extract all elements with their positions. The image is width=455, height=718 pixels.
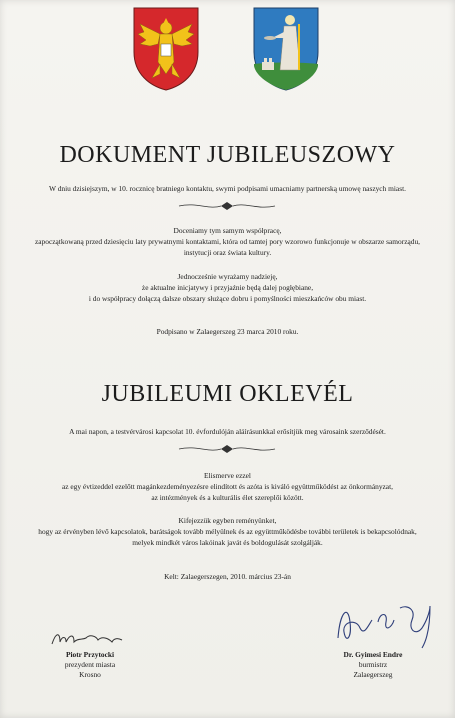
polish-intro: W dniu dzisiejszym, w 10. rocznicę bratniego kontaktu, swymi podpisami umacniamy partnerską umowę naszych miast.	[49, 184, 406, 193]
hungarian-para1-line3: az intézmények és a kulturális élet szereplői között.	[151, 493, 304, 502]
hungarian-para2-line1: Kifejezzük egyben reményünket,	[178, 516, 277, 525]
hungarian-para2-line3: melyek mindkét város lakóinak javát és boldogulását szolgálják.	[132, 538, 323, 547]
hungarian-signed-line: Kelt: Zalaegerszegen, 2010. március 23-án	[164, 572, 291, 581]
krosno-coat-of-arms-icon	[130, 4, 202, 92]
signer-left-city: Krosno	[79, 670, 101, 679]
signature-right-icon	[330, 598, 440, 654]
polish-para1-line3: instytucji oraz świata kultury.	[183, 248, 272, 257]
polish-para2-line3: i do współpracy dołączą dalsze obszary służące dobru i pomyślności mieszkańców obu miast.	[88, 294, 367, 303]
zalaegerszeg-coat-of-arms-icon	[250, 4, 322, 92]
polish-para1-line1: Doceniamy tym samym współpracę,	[173, 226, 282, 235]
hungarian-para1-line1: Elismerve ezzel	[204, 471, 251, 480]
polish-para2-line1: Jednocześnie wyrażamy nadzieję,	[177, 272, 278, 281]
signer-right-city: Zalaegerszeg	[353, 670, 393, 679]
signature-left-icon	[48, 626, 128, 652]
hungarian-para1-line2: az egy évtizeddel ezelőtt magánkezdeményezésre elindított és azóta is kiváló együttműködést az önkormányzat,	[61, 482, 393, 491]
hungarian-title: JUBILEUMI OKLEVÉL	[101, 381, 354, 407]
polish-title: DOKUMENT JUBILEUSZOWY	[59, 142, 396, 168]
hungarian-para2-line2: hogy az érvényben lévő kapcsolatok, barátságok tovább mélyülnek és az együttműködésbe további területek is bekapcsolódnak,	[38, 527, 417, 536]
signer-left-name: Piotr Przytocki	[65, 650, 115, 659]
signature-left-block	[40, 650, 140, 680]
signer-left-role: prezydent miasta	[64, 660, 116, 669]
signer-right-role: burmistrz	[358, 660, 388, 669]
polish-para1-line2: zapoczątkowaną przed dziesięciu laty prywatnymi kontaktami, która od tamtej pory wzorowo funkcjonuje w obszarze samorządu,	[35, 237, 420, 246]
polish-para2-line2: że aktualne inicjatywy i przyjaźnie będą dalej pogłębiane,	[141, 283, 314, 292]
signer-right-name: Dr. Gyimesi Endre	[343, 650, 403, 659]
signature-right-block	[318, 650, 428, 680]
flourish-ornament-icon	[177, 443, 277, 455]
hungarian-intro: A mai napon, a testvérvárosi kapcsolat 10. évfordulóján aláírásunkkal erősítjük meg városaink szerződését.	[69, 427, 386, 436]
polish-signed-line: Podpisano w Zalaegerszeg 23 marca 2010 roku.	[156, 327, 299, 336]
flourish-ornament-icon	[177, 200, 277, 212]
